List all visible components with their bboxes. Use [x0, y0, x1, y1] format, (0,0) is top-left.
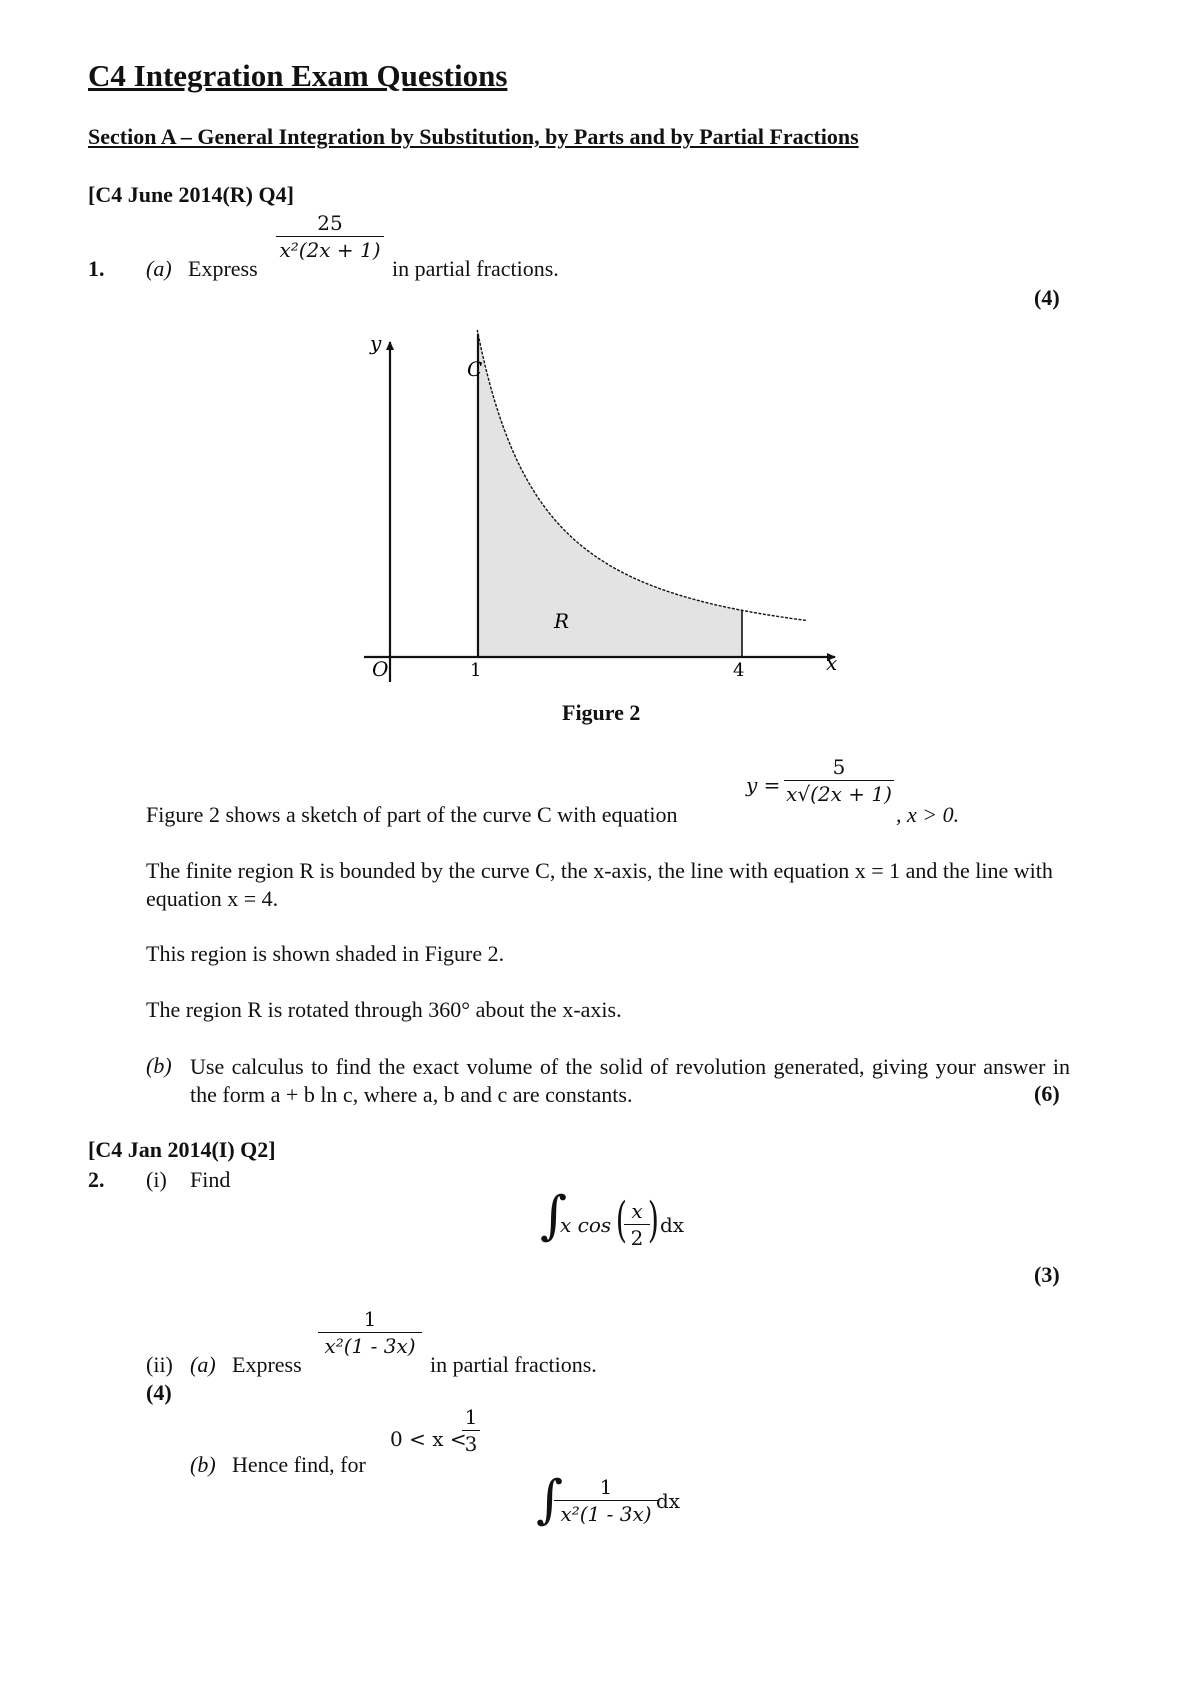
q2iia-tail: in partial fractions. — [430, 1352, 597, 1377]
q1a-label: (a) — [146, 256, 172, 281]
q2-source: [C4 Jan 2014(I) Q2] — [88, 1137, 276, 1162]
q2iib-int-den: x²(1 - 3x) — [560, 1502, 652, 1526]
integral-sign: ∫ — [540, 1186, 568, 1246]
q2i-frac-num: x — [631, 1199, 643, 1223]
shaded-region-r — [478, 334, 742, 657]
q2iib-int-fraction — [554, 1476, 658, 1525]
q2iia-express: Express — [232, 1352, 302, 1377]
q2i-label: (i) — [146, 1167, 167, 1192]
region-label: R — [554, 609, 570, 633]
q1-para-3: The region R is rotated through 360° about the x-axis. — [146, 997, 622, 1022]
q2i-frac-den: 2 — [630, 1226, 644, 1250]
q1a-frac-num: 25 — [317, 211, 343, 235]
q2iia-fraction — [318, 1308, 422, 1357]
section-heading: Section A – General Integration by Substitution, by Parts and by Partial Fractions — [88, 124, 859, 149]
tick-label-4: 4 — [733, 660, 745, 681]
q1-eq-tail: , x > 0. — [896, 802, 960, 827]
q2iib-int-num: 1 — [599, 1475, 613, 1499]
q2iia-marks: (4) — [146, 1380, 172, 1405]
q2iib-text: Hence find, for — [232, 1452, 366, 1477]
q2ii-label: (ii) — [146, 1352, 173, 1377]
q1-eq-den: x√(2x + 1) — [786, 782, 892, 806]
q1-para-1: The finite region R is bounded by the curve C, the x-axis, the line with equation x = 1 and the line with equation x = 4. — [146, 858, 1053, 911]
q2i-fraction — [624, 1200, 650, 1249]
q2i-marks: (3) — [1034, 1262, 1060, 1287]
y-axis-label: y — [370, 331, 382, 355]
q1-eq-text: Figure 2 shows a sketch of part of the curve C with equation — [146, 802, 678, 827]
figure-2 — [360, 330, 880, 690]
q1b-marks: (6) — [1034, 1081, 1060, 1106]
q1b-text: Use calculus to find the exact volume of the solid of revolution generated, giving your answer in the form a + b ln c, where a, b and c are constants. — [190, 1054, 1070, 1107]
q2iib-cond-den: 3 — [464, 1432, 478, 1456]
q1-number: 1. — [88, 256, 105, 281]
q1-eq-num: 5 — [832, 755, 846, 779]
right-paren: ) — [647, 1192, 659, 1248]
q1a-marks: (4) — [1034, 285, 1060, 310]
q1-para-2: This region is shown shaded in Figure 2. — [146, 941, 505, 966]
q1b-label: (b) — [146, 1053, 172, 1078]
q2i-dx: dx — [660, 1213, 685, 1237]
left-paren: ( — [615, 1192, 627, 1248]
x-axis-label: x — [826, 651, 838, 675]
q2-number: 2. — [88, 1167, 105, 1192]
q2iib-condition: 0 < x < — [390, 1427, 467, 1451]
q2iib-dx: dx — [656, 1489, 681, 1513]
q1a-tail: in partial fractions. — [392, 256, 559, 281]
q1a-frac-den: x²(2x + 1) — [279, 238, 381, 262]
q1a-fraction — [276, 212, 384, 261]
q2iia-label: (a) — [190, 1352, 216, 1377]
q2iib-cond-num: 1 — [464, 1405, 478, 1429]
q1a-express: Express — [188, 256, 258, 281]
q1-eq-lhs: y = — [746, 773, 781, 797]
q2iia-frac-den: x²(1 - 3x) — [324, 1334, 416, 1358]
q2iia-frac-num: 1 — [363, 1307, 377, 1331]
q1-source: [C4 June 2014(R) Q4] — [88, 182, 294, 207]
q2i-integrand: x cos — [560, 1213, 612, 1237]
q1-eq-fraction — [784, 756, 894, 805]
page-title: C4 Integration Exam Questions — [88, 58, 508, 93]
q2i-text: Find — [190, 1167, 231, 1192]
figure-caption: Figure 2 — [562, 700, 641, 725]
q2iib-cond-fraction — [462, 1406, 480, 1455]
integral-sign-2: ∫ — [536, 1470, 564, 1530]
curve-label: C — [467, 357, 483, 381]
tick-label-1: 1 — [470, 660, 482, 681]
origin-label: O — [372, 657, 389, 681]
q2iib-label: (b) — [190, 1452, 216, 1477]
